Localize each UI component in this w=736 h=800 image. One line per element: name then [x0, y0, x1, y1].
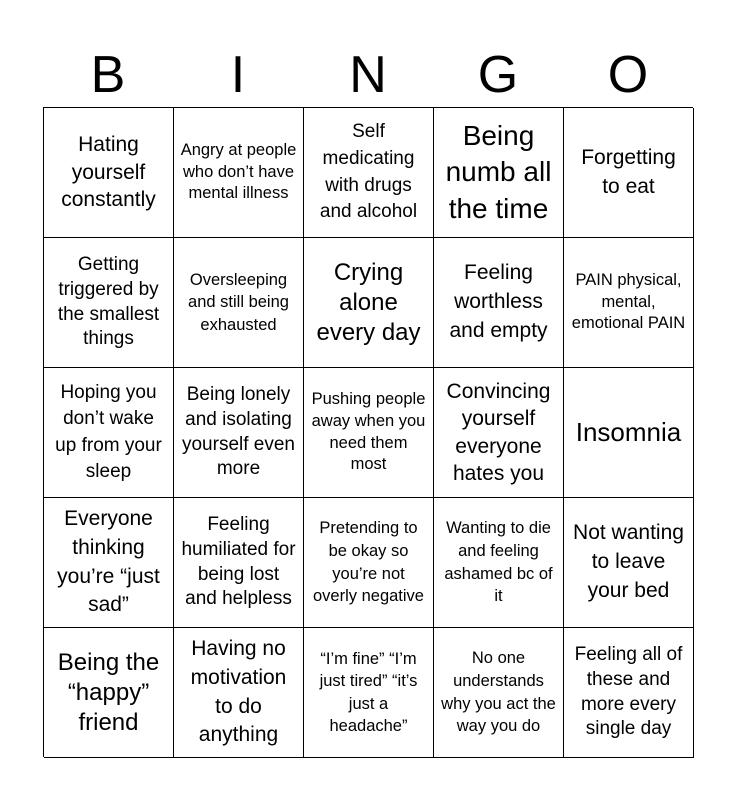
bingo-cell[interactable] — [564, 498, 694, 628]
bingo-board — [43, 107, 693, 757]
bingo-cell[interactable] — [434, 368, 564, 498]
bingo-cell[interactable] — [44, 368, 174, 498]
bingo-cell-text: Oversleeping and still being exhausted — [188, 270, 289, 334]
bingo-cell[interactable] — [564, 628, 694, 758]
bingo-cell[interactable] — [304, 498, 434, 628]
bingo-cell[interactable] — [304, 238, 434, 368]
bingo-cell-text: Convincing yourself everyone hates you — [446, 379, 551, 485]
bingo-cell[interactable] — [564, 238, 694, 368]
bingo-cell[interactable] — [174, 628, 304, 758]
header-letter-o: O — [607, 46, 649, 104]
bingo-cell[interactable] — [304, 368, 434, 498]
bingo-cell[interactable] — [434, 238, 564, 368]
bingo-cell-text: Pretending to be okay so you’re not overly negative — [313, 518, 424, 606]
bingo-cell-text: Everyone thinking you’re “just sad” — [57, 506, 160, 617]
bingo-cell-text: No one understands why you act the way you do — [441, 649, 556, 736]
bingo-cell-text: Hoping you don’t wake up from your sleep — [55, 382, 162, 482]
bingo-cell[interactable] — [434, 498, 564, 628]
bingo-cell-text: Feeling all of these and more every single day — [574, 644, 683, 740]
bingo-cell-text: Crying alone every day — [316, 258, 421, 346]
bingo-cell[interactable] — [564, 108, 694, 238]
bingo-cell-text: “I’m fine” “I’m just tired” “it’s just a headache” — [319, 649, 418, 735]
bingo-cell[interactable] — [174, 238, 304, 368]
bingo-cell-text: Self medicating with drugs and alcohol — [319, 121, 418, 223]
bingo-cell[interactable] — [434, 628, 564, 758]
header-letter-g: G — [477, 46, 519, 104]
bingo-cell-text: Feeling worthless and empty — [449, 261, 548, 342]
bingo-cell-text: Having no motivation to do anything — [190, 637, 287, 747]
bingo-cell-text: Feeling humiliated for being lost and helpless — [181, 514, 296, 610]
header-letter-i: I — [230, 46, 246, 104]
bingo-cell-text: Hating yourself constantly — [61, 132, 156, 212]
bingo-cell-text: Not wanting to leave your bed — [573, 521, 684, 602]
bingo-cell-text: Insomnia — [575, 416, 682, 447]
bingo-cell[interactable] — [44, 108, 174, 238]
bingo-cell-text: Getting triggered by the smallest things — [57, 254, 160, 350]
bingo-cell[interactable] — [174, 368, 304, 498]
bingo-cell-text: Wanting to die and feeling ashamed bc of it — [444, 519, 553, 606]
bingo-cell[interactable] — [174, 498, 304, 628]
bingo-cell[interactable] — [304, 628, 434, 758]
bingo-header — [43, 44, 693, 106]
bingo-cell[interactable] — [44, 498, 174, 628]
header-letter-n: N — [349, 46, 387, 104]
bingo-cell-text: Pushing people away when you need them most — [311, 389, 426, 474]
bingo-cell-text: Forgetting to eat — [581, 146, 676, 198]
bingo-cell[interactable] — [434, 108, 564, 238]
bingo-cell-text: Being lonely and isolating yourself even more — [181, 384, 295, 480]
header-letter-b: B — [90, 46, 126, 104]
bingo-cell-text: Angry at people who don’t have mental illness — [180, 141, 297, 203]
bingo-cell-text: PAIN physical, mental, emotional PAIN — [571, 271, 686, 333]
bingo-cell[interactable] — [44, 238, 174, 368]
bingo-cell[interactable] — [44, 628, 174, 758]
bingo-cell[interactable] — [564, 368, 694, 498]
bingo-cell-text: Being numb all the time — [445, 120, 552, 224]
bingo-cell[interactable] — [174, 108, 304, 238]
bingo-cell[interactable] — [304, 108, 434, 238]
bingo-cell-text: Being the “happy” friend — [57, 648, 160, 736]
